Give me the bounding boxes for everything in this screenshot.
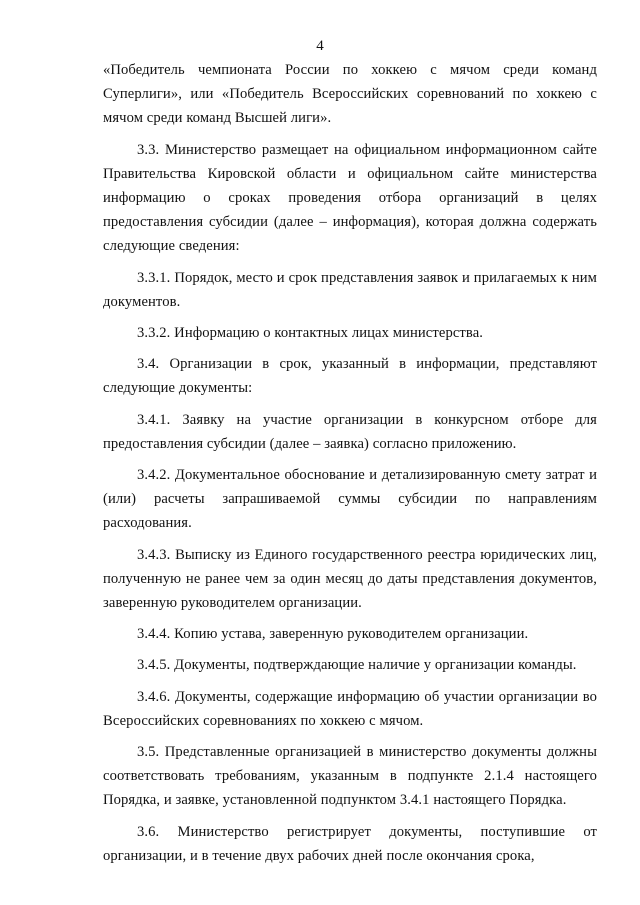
- paragraph-3-4-1: 3.4.1. Заявку на участие организации в конкурсном отборе для предоставления субсидии (далее – заявка) согласно приложению.: [103, 411, 597, 452]
- paragraph-3-3-1: 3.3.1. Порядок, место и срок представления заявок и прилагаемых к ним документов.: [103, 269, 597, 310]
- paragraph-continuation: «Победитель чемпионата России по хоккею с мячом среди команд Суперлиги», или «Победитель Всероссийских соревнований по хоккею с мячом среди команд Высшей лиги».: [103, 62, 597, 127]
- paragraph-3-4-4: 3.4.4. Копию устава, заверенную руководителем организации.: [137, 626, 529, 643]
- paragraph-3-5: 3.5. Представленные организацией в министерство документы должны соответствовать требованиям, указанным в подпункте 2.1.4 настоящего Порядка, и заявке, установленной подпунктом 3.4.1 настоящего Порядка.: [103, 744, 597, 809]
- paragraph-3-3: 3.3. Министерство размещает на официальном информационном сайте Правительства Кировской области и официальном сайте министерства информацию о сроках проведения отбора организаций в целях предоставления субсидии (далее – информация), которая должна содержать следующие сведения:: [103, 141, 597, 255]
- page-number: 4: [316, 38, 324, 54]
- document-body: [103, 58, 597, 875]
- paragraph-3-6: 3.6. Министерство регистрирует документы, поступившие от организации, и в течение двух рабочих дней после окончания срока,: [103, 823, 597, 864]
- paragraph-3-4: 3.4. Организации в срок, указанный в информации, представляют следующие документы:: [103, 356, 597, 397]
- paragraph-3-4-5: 3.4.5. Документы, подтверждающие наличие у организации команды.: [137, 657, 577, 674]
- paragraph-3-4-6: 3.4.6. Документы, содержащие информацию об участии организации во Всероссийских соревнованиях по хоккею с мячом.: [103, 688, 597, 729]
- paragraph-3-4-2: 3.4.2. Документальное обоснование и детализированную смету затрат и (или) расчеты запрашиваемой суммы субсидии по направлениям расходования.: [103, 467, 597, 532]
- paragraph-3-4-3: 3.4.3. Выписку из Единого государственного реестра юридических лиц, полученную не ранее чем за один месяц до даты представления документов, заверенную руководителем организации.: [103, 546, 597, 612]
- paragraph-3-3-2: 3.3.2. Информацию о контактных лицах министерства.: [137, 325, 484, 342]
